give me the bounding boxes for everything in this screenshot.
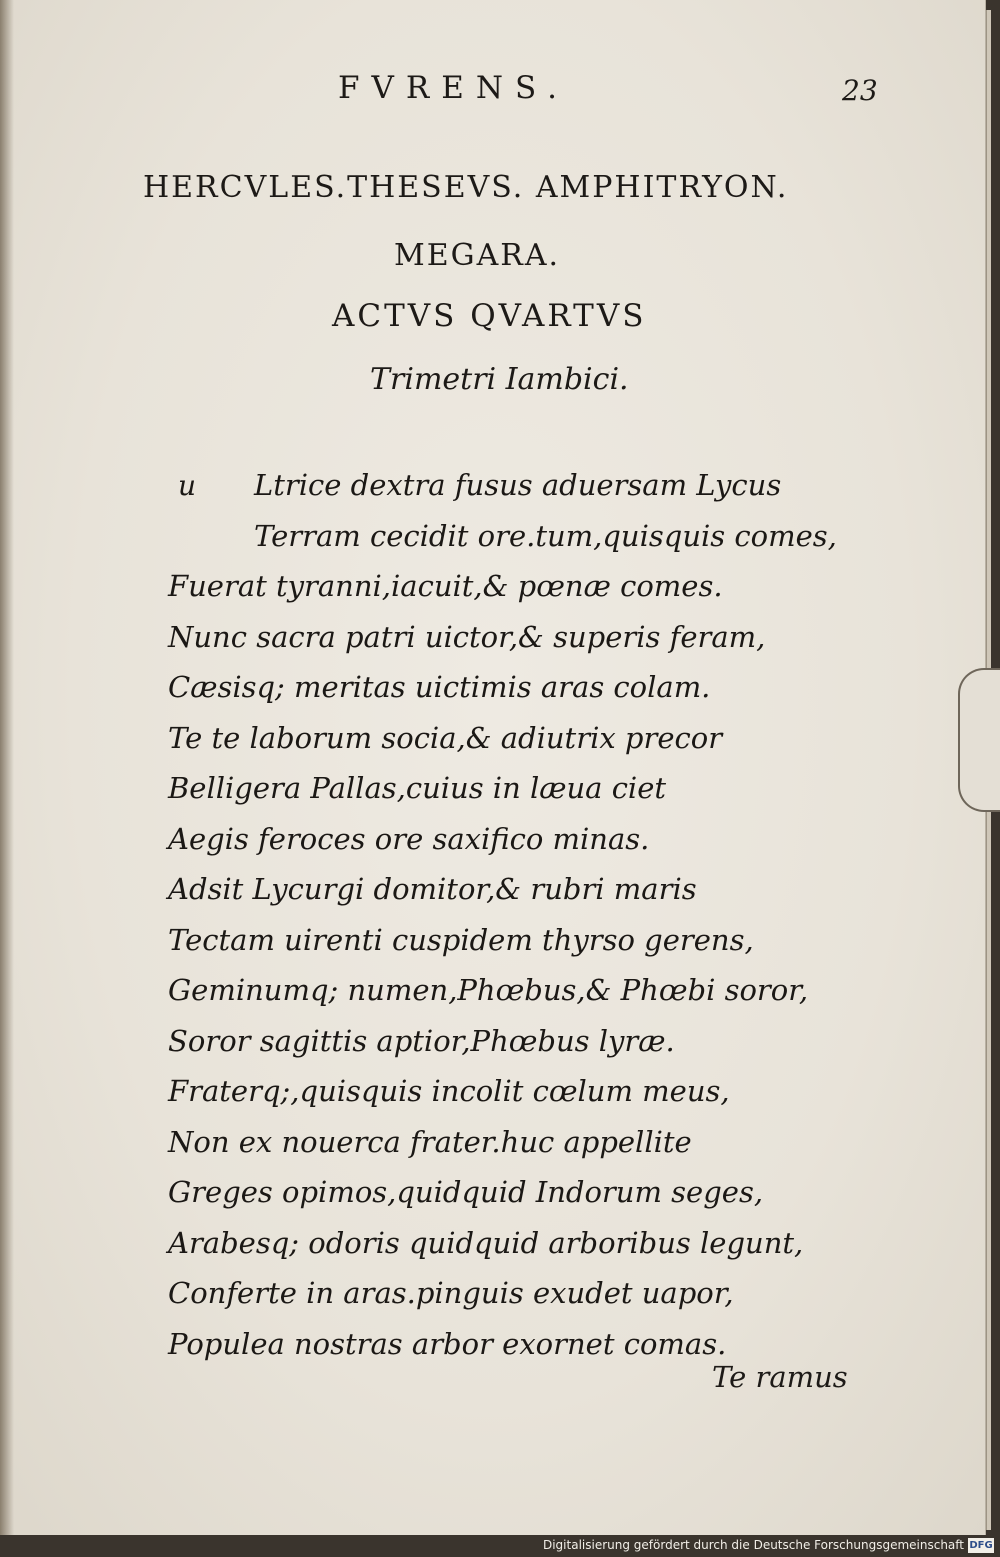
- speaker-guide-letter: u: [178, 469, 197, 502]
- verse-line: Adsit Lycurgi domitor,& rubri maris: [168, 872, 697, 906]
- verse-line: Geminumq; numen,Phœbus,& Phœbi soror,: [168, 973, 809, 1007]
- verse-line: [168, 460, 868, 511]
- page-tab-marker: [958, 668, 1000, 812]
- digitization-footer: [0, 1535, 1000, 1557]
- verse-line: Greges opimos,quidquid Indorum seges,: [168, 1175, 764, 1209]
- verse-line: Fraterq;,quisquis incolit cœlum meus,: [168, 1074, 730, 1108]
- verse-line: Belligera Pallas,cuius in læua ciet: [168, 771, 667, 805]
- verse-line: Terram cecidit ore.tum,quisquis comes,: [254, 518, 837, 553]
- verse-line: Tectam uirenti cuspidem thyrso gerens,: [168, 922, 754, 957]
- catchword: Te ramus: [712, 1360, 848, 1394]
- act-heading: ACTVS QVARTVS: [332, 298, 647, 334]
- spine-shadow: [0, 0, 14, 1535]
- dramatis-personae-line-2: MEGARA.: [394, 238, 561, 273]
- verse-line: Cæsisq; meritas uictimis aras colam.: [168, 670, 711, 704]
- verse-line: Fuerat tyranni,iacuit,& pœnæ comes.: [168, 569, 723, 603]
- dramatis-personae-line-1: HERCVLES.THESEVS. AMPHITRYON.: [143, 170, 789, 205]
- meter-heading: Trimetri Iambici.: [370, 362, 629, 397]
- verse-line: Te te laborum socia,& adiutrix precor: [168, 720, 723, 755]
- dfg-logo-icon: DFG: [969, 1540, 993, 1551]
- verse-line: Arabesq; odoris quidquid arboribus legunt,: [168, 1225, 804, 1260]
- verse-line: Non ex nouerca frater.huc appellite: [168, 1124, 692, 1159]
- verse-line: Conferte in aras.pinguis exudet uapor,: [168, 1276, 734, 1310]
- verse-line: Aegis feroces ore saxifico minas.: [168, 821, 650, 856]
- verse-line: Nunc sacra patri uictor,& superis feram,: [168, 619, 766, 654]
- verse-line: Populea nostras arbor exornet comas.: [168, 1326, 727, 1361]
- running-head: FVRENS.: [338, 70, 569, 106]
- verse-line: Soror sagittis aptior,Phœbus lyræ.: [168, 1023, 675, 1058]
- verse-line-text: Ltrice dextra fusus aduersam Lycus: [254, 468, 782, 502]
- folio-number: 23: [842, 74, 878, 107]
- verse-block: [168, 460, 868, 1369]
- funding-credit: Digitalisierung gefördert durch die Deutsche Forschungsgemeinschaft: [542, 1538, 964, 1552]
